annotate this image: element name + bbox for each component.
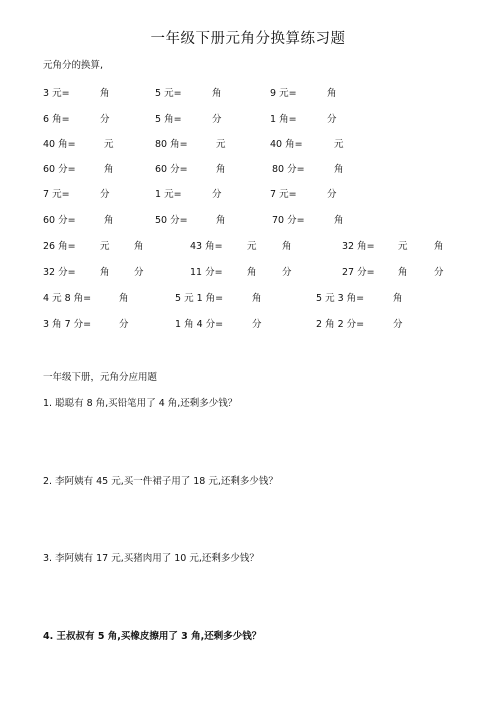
exercise-text: 5 角= (155, 114, 182, 125)
section-heading-word-problems: 一年级下册，元角分应用题 (43, 372, 158, 383)
exercise-text: 80 角= (155, 139, 188, 150)
exercise-text: 1 角= (270, 114, 297, 125)
exercise-text: 分 (212, 114, 222, 125)
exercise-text: 角 (134, 241, 144, 252)
exercise-text: 元 (398, 241, 408, 252)
exercise-text: 分 (252, 319, 262, 330)
question-1: 1. 聪聪有 8 角,买铅笔用了 4 角,还剩多少钱？ (43, 398, 238, 409)
exercise-text: 80 分= (272, 164, 305, 175)
exercise-text: 60 分= (43, 215, 76, 226)
exercise-text: 分 (434, 267, 444, 278)
exercise-text: 分 (100, 189, 110, 200)
exercise-text: 元 (100, 241, 110, 252)
exercise-text: 40 角= (43, 139, 76, 150)
page-title: 一年级下册元角分换算练习题 (150, 31, 346, 47)
exercise-text: 7 元= (270, 189, 297, 200)
exercise-text: 6 角= (43, 114, 70, 125)
question-4: 4. 王叔叔有 5 角,买橡皮擦用了 3 角,还剩多少钱？ (43, 631, 262, 642)
exercise-text: 5 元 1 角= (175, 293, 224, 304)
exercise-text: 角 (327, 88, 337, 99)
exercise-text: 分 (282, 267, 292, 278)
exercise-text: 分 (327, 114, 337, 125)
exercise-text: 角 (119, 293, 129, 304)
exercise-text: 角 (100, 267, 110, 278)
question-3: 3. 李阿姨有 17 元,买猪肉用了 10 元,还剩多少钱？ (43, 553, 259, 564)
exercise-text: 分 (119, 319, 129, 330)
exercise-text: 角 (247, 267, 257, 278)
exercise-text: 元 (247, 241, 257, 252)
exercise-text: 60 分= (155, 164, 188, 175)
exercise-text: 角 (100, 88, 110, 99)
exercise-text: 角 (212, 88, 222, 99)
exercise-text: 7 元= (43, 189, 70, 200)
exercise-text: 角 (398, 267, 408, 278)
exercise-text: 40 角= (270, 139, 303, 150)
exercise-text: 角 (334, 164, 344, 175)
exercise-text: 26 角= (43, 241, 76, 252)
exercise-text: 1 角 4 分= (175, 319, 224, 330)
exercise-text: 9 元= (270, 88, 297, 99)
exercise-text: 1 元= (155, 189, 182, 200)
exercise-text: 角 (216, 215, 226, 226)
exercise-text: 角 (282, 241, 292, 252)
exercise-text: 70 分= (272, 215, 305, 226)
exercise-text: 3 角 7 分= (43, 319, 92, 330)
exercise-text: 60 分= (43, 164, 76, 175)
exercise-text: 分 (134, 267, 144, 278)
exercise-text: 50 分= (155, 215, 188, 226)
exercise-text: 元 (216, 139, 226, 150)
exercise-text: 11 分= (190, 267, 223, 278)
exercise-text: 分 (393, 319, 403, 330)
exercise-text: 分 (212, 189, 222, 200)
exercise-text: 32 分= (43, 267, 76, 278)
exercise-text: 5 元= (155, 88, 182, 99)
section-heading-conversion: 元角分的换算, (43, 60, 104, 71)
exercise-text: 角 (434, 241, 444, 252)
exercise-text: 分 (327, 189, 337, 200)
exercise-text: 角 (334, 215, 344, 226)
exercise-text: 3 元= (43, 88, 70, 99)
question-2: 2. 李阿姨有 45 元,买一件裙子用了 18 元,还剩多少钱？ (43, 476, 278, 487)
exercise-text: 2 角 2 分= (316, 319, 365, 330)
exercise-text: 角 (104, 164, 114, 175)
exercise-text: 角 (104, 215, 114, 226)
exercise-text: 5 元 3 角= (316, 293, 365, 304)
exercise-text: 角 (216, 164, 226, 175)
exercise-text: 元 (104, 139, 114, 150)
exercise-text: 32 角= (342, 241, 375, 252)
exercise-text: 27 分= (342, 267, 375, 278)
exercise-text: 角 (252, 293, 262, 304)
exercise-text: 角 (393, 293, 403, 304)
exercise-text: 4 元 8 角= (43, 293, 92, 304)
exercise-text: 分 (100, 114, 110, 125)
exercise-text: 43 角= (190, 241, 223, 252)
exercise-text: 元 (334, 139, 344, 150)
